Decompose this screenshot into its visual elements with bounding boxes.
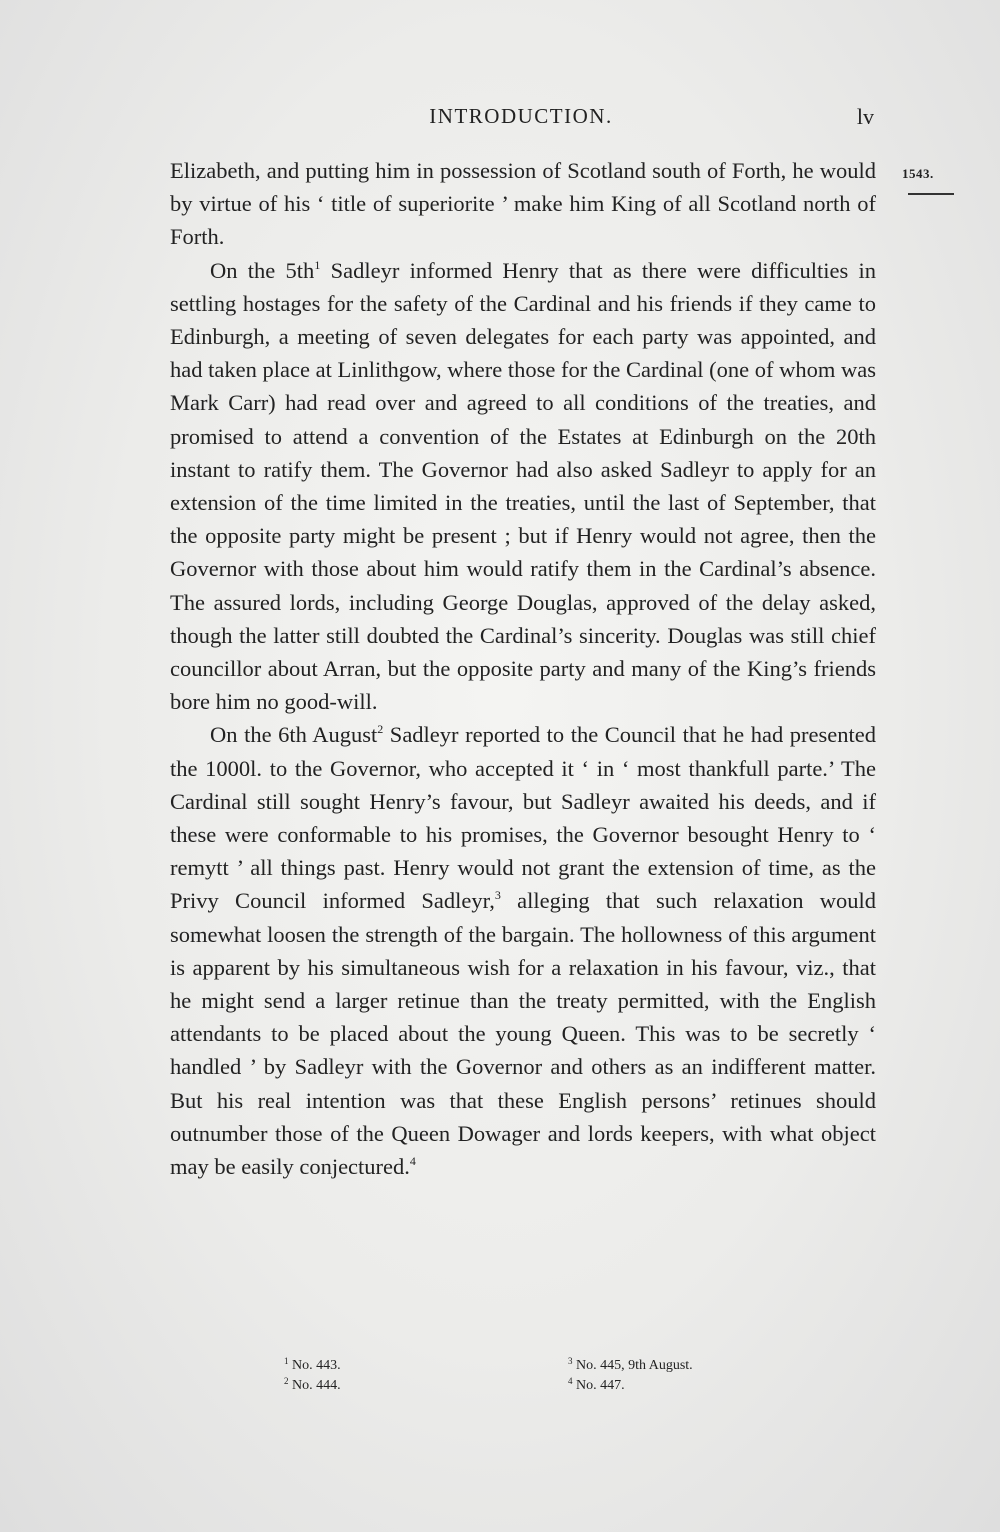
footnote-ref-4: 4	[409, 1154, 416, 1169]
paragraph-text: On the 6th August	[210, 722, 378, 748]
footnote-3	[568, 1356, 693, 1376]
footnote-ref-3: 3	[494, 888, 501, 903]
footnote-4	[568, 1376, 693, 1396]
paragraph-text: Elizabeth, and putting him in possession of Scotland south of Forth, he would by virtue of his ‘ title of superiorite ’ make him King of all Scotland north of Forth.	[170, 158, 876, 250]
footnote-column-left	[284, 1356, 341, 1396]
footnote-2	[284, 1376, 341, 1396]
footnote-1	[284, 1356, 341, 1376]
paragraph-text: Sadleyr reported to the Council that he had presented the 1000l. to the Governor, who accepted it ‘ in ‘ most thankfull parte.’ The Cardinal still sought Henry’s favour, but Sadleyr awaited his deeds, and if these were conformable to his promises, the Governor besought Henry to ‘ remytt ’ all things past. Henry would not grant the extension of time, as the Privy Council informed Sadleyr,	[170, 722, 876, 914]
paragraph-3	[170, 718, 876, 1183]
footnote-ref-1: 1	[314, 257, 321, 272]
margin-year-note: 1543.	[902, 166, 934, 181]
footnote-ref-2: 2	[377, 722, 384, 737]
paragraph-text: alleging that such relaxation would somewhat loosen the strength of the bargain. The hollowness of this argument is apparent by his simultaneous wish for a relaxation in his favour, viz., that he might send a larger retinue than the treaty permitted, with the English attendants to be placed about the young Queen. This was to be secretly ‘ handled ’ by Sadleyr with the Governor and others as an indifferent matter. But his real intention was that these English persons’ retinues should outnumber those of the Queen Dowager and lords keepers, with what object may be easily conjectured.	[170, 888, 877, 1180]
body-text	[170, 154, 876, 1183]
footnote-mark: 3	[568, 1356, 573, 1366]
footnote-mark: 2	[284, 1376, 289, 1386]
footnote-mark: 1	[284, 1356, 289, 1366]
margin-rule	[908, 193, 954, 195]
footnote-text: No. 447.	[572, 1378, 625, 1393]
paragraph-text: On the 5th	[210, 257, 315, 283]
footnote-text: No. 445, 9th August.	[572, 1358, 693, 1373]
running-title: INTRODUCTION.	[429, 104, 613, 128]
footnote-column-right	[568, 1356, 693, 1396]
footnote-text: No. 443.	[288, 1358, 341, 1373]
footnotes	[284, 1356, 804, 1406]
paragraph-text: Sadleyr informed Henry that as there were difficulties in settling hostages for the safety of the Cardinal and his friends if they came to Edinburgh, a meeting of seven delegates for each party was appointed, and had taken place at Linlithgow, where those for the Cardinal (one of whom was Mark Carr) had read over and agreed to all conditions of the treaties, and promised to attend a convention of the Estates at Edinburgh on the 20th instant to ratify them. The Governor had also asked Sadleyr to apply for an extension of the time limited in the treaties, until the last of September, that the opposite party might be present ; but if Henry would not agree, then the Governor with those about him would ratify them in the Cardinal’s absence. The assured lords, including George Douglas, approved of the delay asked, though the latter still doubted the Cardinal’s sincerity. Douglas was still chief councillor about Arran, but the opposite party and many of the King’s friends bore him no good-will.	[170, 257, 876, 715]
footnote-text: No. 444.	[288, 1378, 341, 1393]
paragraph-1	[170, 154, 876, 254]
paragraph-2	[170, 254, 876, 719]
footnote-mark: 4	[568, 1376, 573, 1386]
page-number: lv	[856, 104, 874, 129]
page-header	[168, 104, 874, 136]
